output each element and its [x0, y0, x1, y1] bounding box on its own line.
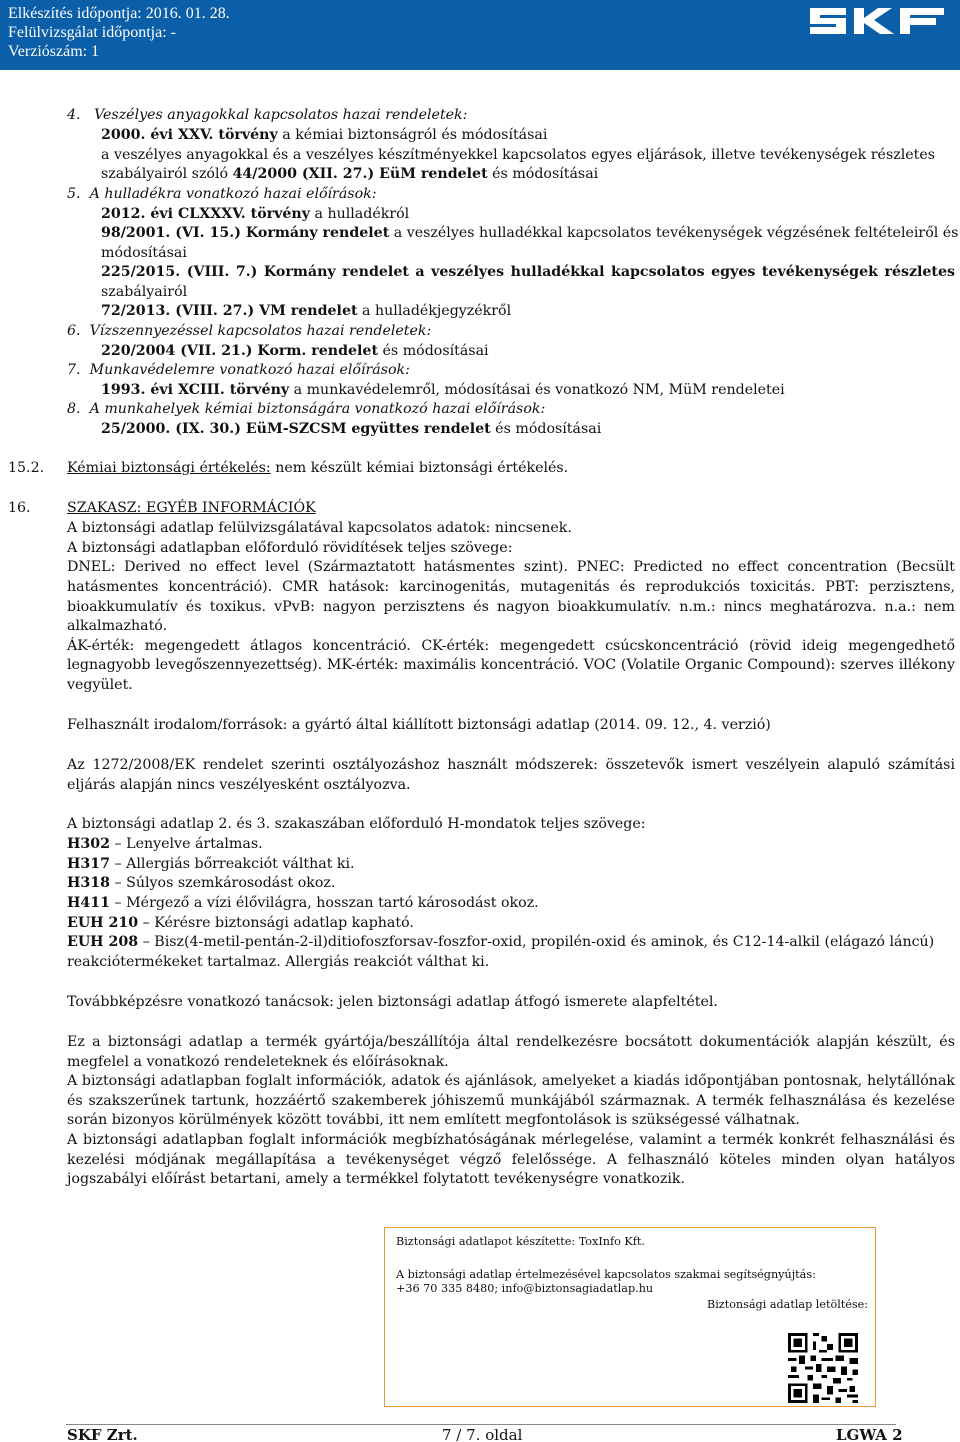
s16-literature: Felhasznált irodalom/források: a gyártó által kiállított biztonsági adatlap (2014. 09. 12., 4. verzió): [67, 717, 771, 733]
s4-line3: szabályairól szóló 44/2000 (XII. 27.) EüM rendelet és módosításai: [101, 166, 599, 182]
document-header: [0, 0, 960, 70]
footer-company: SKF Zrt.: [67, 1426, 138, 1442]
s4-heading: 4. Veszélyes anyagokkal kapcsolatos hazai rendeletek:: [67, 107, 468, 123]
s16-title: SZAKASZ: EGYÉB INFORMÁCIÓK: [67, 500, 316, 516]
s5-line6: 72/2013. (VIII. 27.) VM rendelet a hulladékjegyzékről: [101, 303, 512, 319]
box-download-label: Biztonsági adatlap letöltése:: [707, 1298, 869, 1311]
s16-reg1: Az 1272/2008/EK rendelet szerinti osztályozáshoz használt módszerek: összetevők ismert veszélyein alapuló számítási: [67, 757, 955, 773]
h-statement: H317 – Allergiás bőrreakciót válthat ki.: [67, 856, 355, 872]
toxinfo-box: [384, 1227, 876, 1407]
s7-heading: 7. Munkavédelemre vonatkozó hazai előírások:: [67, 362, 410, 378]
h-statement: H302 – Lenyelve ártalmas.: [67, 836, 263, 852]
s16-reg2: eljárás alapján nincs veszélyesként osztályozva.: [67, 777, 411, 793]
box-author: Biztonsági adatlapot készítette: ToxInfo Kft.: [396, 1235, 645, 1248]
s16-disclaimer1: Ez a biztonsági adatlap a termék gyártója/beszállítója által rendelkezésre bocsátott dokumentációk alapján készült, és: [67, 1034, 955, 1050]
s152-number: 15.2.: [8, 460, 45, 476]
s16-abbr3: bioakkumulatív és toxikus. vPvB: nagyon perzisztens és nagyon bioakkumulatív. n.m.: nincs meghatározva. n.a.: nem: [67, 599, 955, 615]
h-statement-continued: reakciótermékeket tartalmaz. Allergiás reakciót válthat ki.: [67, 954, 490, 970]
footer-page-number: 7 / 7. oldal: [442, 1426, 523, 1442]
s16-abbr6: legnagyobb levegőszennyezettség). MK-érték: maximális koncentráció. VOC (Volatile Organic Compound): szerves illékony: [67, 657, 955, 673]
s16-disclaimer4: és szakszerűnek tartunk, hozzáértő szakemberek jóhiszemű munkájából származnak. A termék felhasználása és kezelése: [67, 1093, 955, 1109]
s5-line1: 2012. évi CLXXXV. törvény a hulladékról: [101, 206, 410, 222]
s4-line2: a veszélyes anyagokkal és a veszélyes készítményekkel kapcsolatos egyes eljárások, illetve tevékenységek részletes: [101, 147, 936, 163]
s16-disclaimer3: A biztonsági adatlapban foglalt információk, adatok és ajánlások, amelyeket a kiadás időpontjában pontosnak, helytállónak: [67, 1073, 955, 1089]
header-meta: [8, 4, 230, 61]
s16-p2: A biztonsági adatlapban előforduló rövidítések teljes szövege:: [67, 540, 513, 556]
s16-abbr4: alkalmazható.: [67, 618, 168, 634]
box-help: A biztonsági adatlap értelmezésével kapcsolatos szakmai segítségnyújtás:: [396, 1268, 816, 1281]
s16-h-intro: A biztonsági adatlap 2. és 3. szakaszában előforduló H-mondatok teljes szövege:: [67, 816, 646, 832]
footer-product-code: LGWA 2: [836, 1426, 903, 1442]
s16-disclaimer7: kezelési módjának megállapítása a tevékenységet végző felelőssége. A felhasználó köteles minden olyan hatályos: [67, 1152, 955, 1168]
s16-disclaimer6: A biztonsági adatlapban foglalt információk megbízhatóságának mérlegelése, valamint a termék konkrét felhasználási és: [67, 1132, 955, 1148]
s4-line1: 2000. évi XXV. törvény a kémiai biztonságról és módosításai: [101, 127, 548, 143]
h-statement: EUH 210 – Kérésre biztonsági adatlap kapható.: [67, 915, 414, 931]
skf-logo-icon: [806, 4, 948, 38]
s5-line5: szabályairól: [101, 284, 188, 300]
s6-line1: 220/2004 (VII. 21.) Korm. rendelet és módosításai: [101, 343, 489, 359]
h-statement: H318 – Súlyos szemkárosodást okoz.: [67, 875, 336, 891]
s16-disclaimer2: megfelel a vonatkozó rendeleteknek és előírásoknak.: [67, 1054, 449, 1070]
review-date: Felülvizsgálat időpontja: -: [8, 24, 176, 41]
s16-p1: A biztonsági adatlap felülvizsgálatával kapcsolatos adatok: nincsenek.: [67, 520, 572, 536]
s8-line1: 25/2000. (IX. 30.) EüM-SZCSM együttes rendelet és módosításai: [101, 421, 602, 437]
box-contact[interactable]: +36 70 335 8480; info@biztonsagiadatlap.hu: [396, 1282, 654, 1295]
h-statement: EUH 208 – Bisz(4-metil-pentán-2-il)ditiofoszforsav-foszfor-oxid, propilén-oxid és aminok, és C12-14-alkil (elágazó láncú): [67, 934, 935, 950]
created-date: Elkészítés időpontja: 2016. 01. 28.: [8, 5, 230, 22]
s16-disclaimer5: során bizonyos körülmények között további, itt nem említett megfontolások is szükségessé válhatnak.: [67, 1112, 800, 1128]
s5-line2: 98/2001. (VI. 15.) Kormány rendelet a veszélyes hulladékkal kapcsolatos tevékenységek végzésének feltételeiről és: [101, 225, 959, 241]
s16-training: Továbbképzésre vonatkozó tanácsok: jelen biztonsági adatlap átfogó ismerete alapfeltétel.: [67, 994, 718, 1010]
s16-abbr1: DNEL: Derived no effect level (Származtatott hatásmentes szint). PNEC: Predicted no effect concentration (Becsült: [67, 559, 955, 575]
s16-abbr7: vegyület.: [67, 677, 133, 693]
version-number: Verziószám: 1: [8, 43, 100, 60]
qr-code-icon[interactable]: [788, 1333, 858, 1403]
s16-disclaimer8: jogszabályi előírást betartani, amely a termékkel folytatott tevékenységre vonatkozik.: [67, 1171, 685, 1187]
s16-abbr5: ÁK-érték: megengedett átlagos koncentráció. CK-érték: megengedett csúcskoncentráció (rövid ideig megengedhető: [67, 638, 955, 654]
s8-heading: 8. A munkahelyek kémiai biztonságára vonatkozó hazai előírások:: [67, 401, 546, 417]
s5-line3: módosításai: [101, 245, 187, 261]
s152-text: Kémiai biztonsági értékelés: nem készült kémiai biztonsági értékelés.: [67, 460, 569, 476]
h-statement: H411 – Mérgező a vízi élővilágra, hosszan tartó károsodást okoz.: [67, 895, 539, 911]
s7-line1: 1993. évi XCIII. törvény a munkavédelemről, módosításai és vonatkozó NM, MüM rendeletei: [101, 382, 785, 398]
s5-heading: 5. A hulladékra vonatkozó hazai előírások:: [67, 186, 377, 202]
s16-number: 16.: [8, 500, 31, 516]
s6-heading: 6. Vízszennyezéssel kapcsolatos hazai rendeletek:: [67, 323, 432, 339]
s5-line4: 225/2015. (VIII. 7.) Kormány rendelet a veszélyes hulladékkal kapcsolatos egyes tevékenységek részletes: [101, 264, 955, 280]
s16-abbr2: hatásmentes koncentráció). CMR hatások: karcinogenitás, mutagenitás és reprodukciós toxicitás. PBT: perzisztens,: [67, 579, 955, 595]
footer-divider: [66, 1424, 896, 1425]
